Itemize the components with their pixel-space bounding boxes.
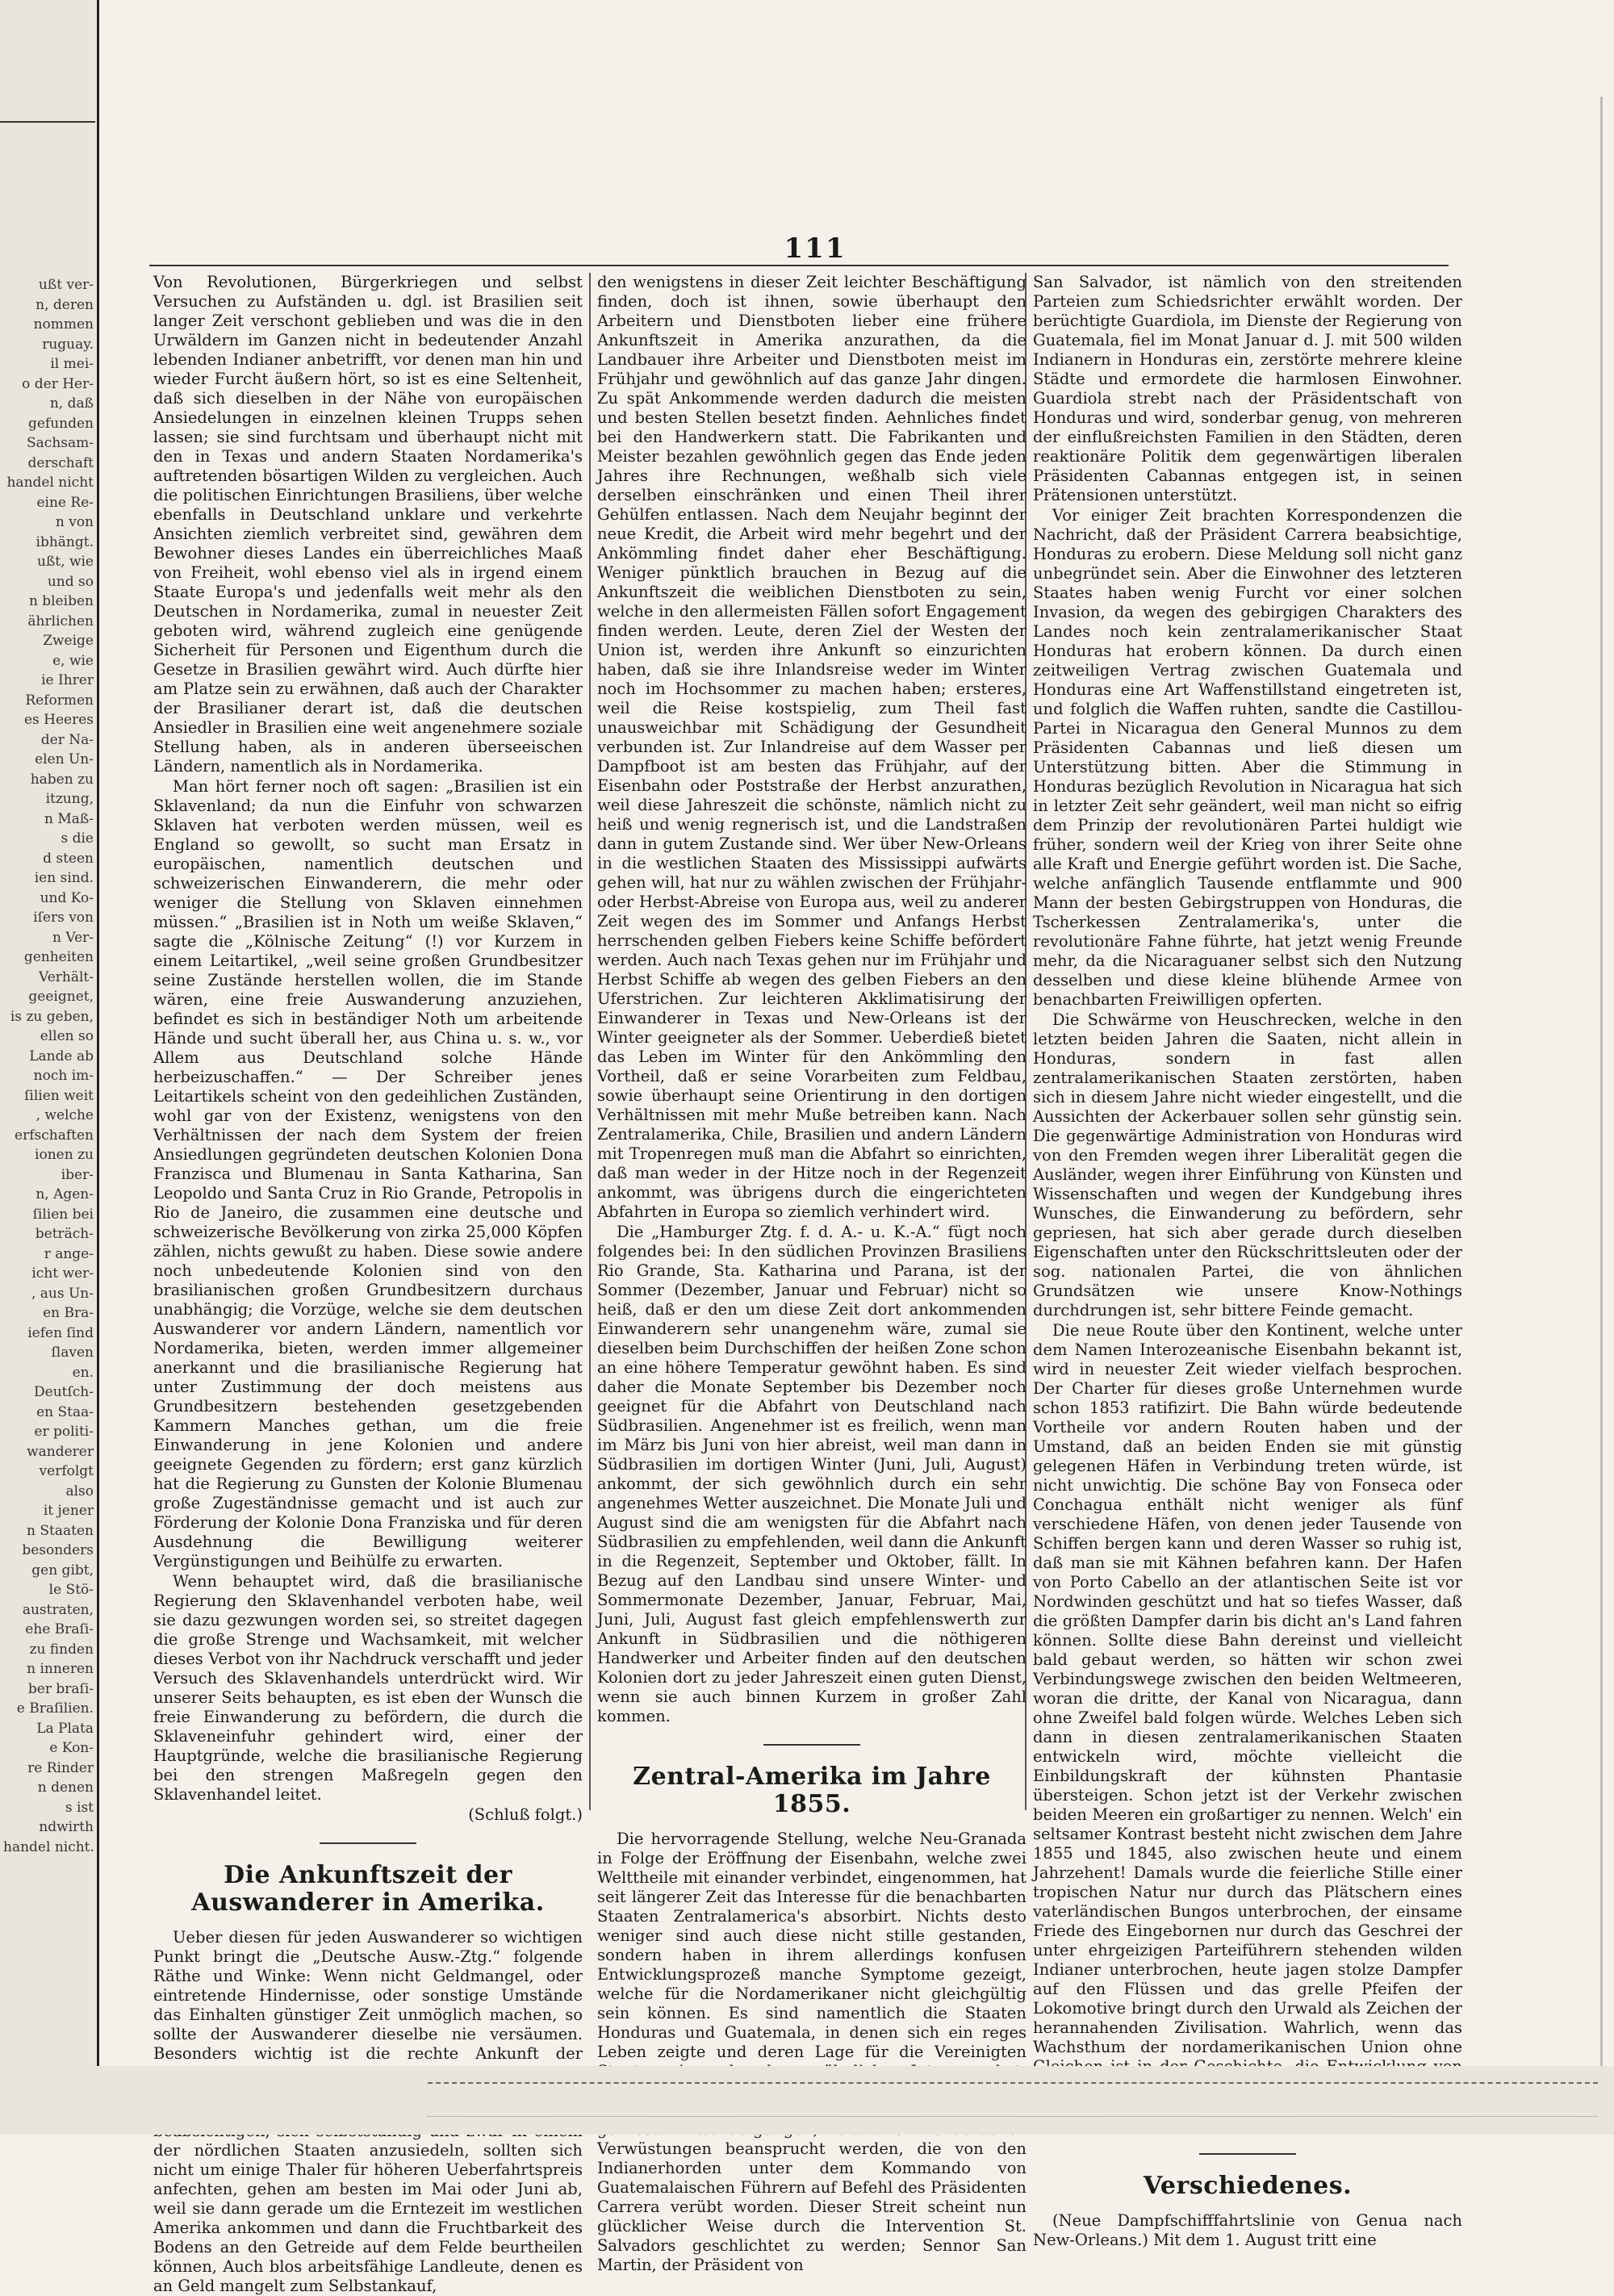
previous-page-rule — [0, 121, 95, 123]
previous-page-line: n inneren — [27, 1661, 94, 1677]
section-rule — [763, 1744, 860, 1746]
paragraph: Man hört ferner noch oft sagen: „Brasilien ist ein Sklavenland; da nun die Einfuhr von schwarzen Sklaven hat verboten werden müssen, weil es England so gewollt, so sucht man Ersatz in europäischen, namentlich deutschen und schweizerischen Einwanderern, die mehr oder weniger die Stellung von Sklaven einnehmen müssen.“ „Brasilien ist in Noth um weiße Sklaven,“ sagte die „Kölnische Zeitung“ (!) vor Kurzem in einem Leitartikel, „weil seine großen Grundbesitzer seine Zustände herstellen wollen, die im Stande wären, eine freie Auswanderung anzuziehen, befindet es sich in beständiger Noth um arbeitende Hände und sucht überall her, aus China u. s. w., vor Allem aus Deutschland solche Hände herbeizuschaffen.“ — Der Schreiber jenes Leitartikels scheint von den gedeihlichen Zuständen, wohl gar von der Existenz, wenigstens von den Verhältnissen der nach dem System der freien Ansiedlungen gegründeten deutschen Kolonien Dona Franzisca und Blumenau in Santa Katharina, San Leopoldo und Santa Cruz in Rio Grande, Petropolis in Rio de Janeiro, die zusammen eine deutsche und schweizerische Bevölkerung von zirka 25,000 Köpfen zählen, nichts gewußt zu haben. Diese sowie andere noch unbedeutende Kolonien sind von den brasilianischen großen Grundbesitzern durchaus unabhängig; die Vorzüge, welche sie dem deutschen Auswanderer vor andern Ländern, namentlich vor Nordamerika, bieten, werden immer allgemeiner anerkannt und die brasilianische Regierung hat unter Zustimmung der doch meistens aus Grundbesitzern bestehenden gesetzgebenden Kammern Manches gethan, um die freie Einwanderung in jene Kolonien und andere geeignete Gegenden zu fördern; erst ganz kürzlich hat die Regierung zu Gunsten der Kolonie Blumenau große Zugeständnisse gemacht und ist auch zur Förderung der Kolonie Dona Franziska und für deren Ausdehnung die Bewilligung weiterer Vergünstigungen und Beihülfe zu erwarten. — [153, 777, 583, 1570]
previous-page-line: n, Agen- — [36, 1186, 94, 1202]
previous-page-line: eine Re- — [36, 494, 94, 511]
paragraph: Die „Hamburger Ztg. f. d. A.- u. K.-A.“ fügt noch folgendes bei: In den südlichen Provinzen Brasiliens Rio Grande, Sta. Katharina und Parana, ist der Sommer (Dezember, Januar und Februar) nicht so heiß, daß er den um diese Zeit dort ankommenden Einwanderern sehr unangenehm wäre, zumal sie dieselben beim Durchschiffen der heißen Zone schon an eine höhere Temperatur gewöhnt haben. Es sind daher die Monate September bis Dezember noch geeignet für die Abfahrt von Deutschland nach Südbrasilien. Angenehmer ist es freilich, wenn man im März bis Juni von hier abreist, weil man dann in Südbrasilien im dortigen Winter (Juni, Juli, August) ankommt, der sich gewöhnlich durch ein sehr angenehmes Wetter auszeichnet. Die Monate Juli und August sind die am wenigsten für die Abfahrt nach Südbrasilien zu empfehlenden, weil dann die Ankunft in die Regenzeit, September und Oktober, fällt. In Bezug auf den Landbau sind unsere Winter- und Sommermonate Dezember, Januar, Februar, Mai, Juni, Juli, August fast gleich empfehlenswerth zur Ankunft in Südbrasilien und die nöthigeren Handwerker und Arbeiter finden auf den deutschen Kolonien dort zu jeder Jahreszeit einen guten Dienst, wenn sie auch binnen Kurzem in großer Zahl kommen. — [597, 1223, 1027, 1725]
previous-page-line: elen Un- — [35, 751, 94, 767]
previous-page-line: s die — [61, 830, 94, 847]
article-headline: Die Ankunftszeit der Auswanderer in Amerika. — [191, 1861, 545, 1917]
column-2 — [597, 273, 1027, 2274]
previous-page-line: ellen so — [40, 1028, 94, 1044]
previous-page-line: d steen — [43, 850, 94, 867]
previous-page-line: ionen zu — [35, 1147, 94, 1163]
paragraph: San Salvador, ist nämlich von den streitenden Parteien zum Schiedsrichter erwählt worden. Der berüchtigte Guardiola, im Dienste der Regierung von Guatemala, fiel im Monat Januar d. J. mit 500 wilden Indianern in Honduras ein, zerstörte mehrere kleine Städte und ermordete die harmlosen Einwohner. Guardiola strebt nach der Präsidentschaft von Honduras und wird, sonderbar genug, von mehreren der einflußreichsten Familien in den Städten, deren reaktionäre Politik dem gegenwärtigen liberalen Präsidenten Cabannas entgegen ist, in seinen Prätensionen unterstützt. — [1033, 273, 1462, 504]
previous-page-line: geeignet, — [28, 989, 94, 1005]
previous-page-line: it jener — [43, 1503, 94, 1519]
previous-page-line: und Ko- — [40, 889, 94, 906]
previous-page-line: iber- — [61, 1166, 94, 1183]
previous-page-line: Sachsam- — [27, 435, 94, 451]
previous-page-line: s ist — [65, 1799, 94, 1816]
column-divider — [589, 273, 591, 1810]
previous-page-line: austraten, — [22, 1601, 94, 1618]
paragraph: den wenigstens in dieser Zeit leichter Beschäftigung finden, doch ist ihnen, sowie überhaupt den Arbeitern und Dienstboten lieber eine frühere Ankunftszeit in Amerika anzurathen, da die Landbauer ihre Arbeiter und Dienstboten meist im Frühjahr und gewöhnlich auf das ganze Jahr dingen. Zu spät Ankommende werden dadurch die meisten und besten Stellen besetzt finden. Aehnliches findet bei den Handwerkern statt. Die Fabrikanten und Meister bezahlen gewöhnlich gegen das Ende jeden Jahres ihre Rechnungen, weßhalb sich viele derselben einschränken und einen Theil ihrer Gehülfen entlassen. Nach dem Neujahr beginnt der neue Kredit, die Arbeit wird mehr begehrt und der Ankömmling findet daher eher Beschäftigung. Weniger pünktlich brauchen in Bezug auf die Ankunftszeit die weiblichen Dienstboten zu sein, welche in den allermeisten Fällen sofort Engagement finden werden. Leute, deren Ziel der Westen der Union ist, werden ihre Ankunft so einzurichten haben, daß sie ihre Inlandsreise weder im Winter noch im Hochsommer zu machen haben; ersteres, weil die Reise kostspielig, zum Theil fast unausweichbar mit Schädigung der Gesundheit verbunden ist. Zur Inlandreise auf dem Wasser per Dampfboot ist am besten das Frühjahr, auf der Eisenbahn oder Poststraße der Herbst anzurathen, weil diese Jahreszeit die schönste, nämlich nicht zu heiß und wenig regnerisch ist, und die Landstraßen dann in gutem Zustande sind. Wer über New-Orleans in die westlichen Staaten des Mississippi aufwärts gehen will, hat nur zu wählen zwischen der Frühjahr- oder Herbst-Abreise von Europa aus, weil zu anderer Zeit wegen des im Sommer und Anfangs Herbst herrschenden gelben Fiebers keine Schiffe befördert werden. Auch nach Texas gehen nur im Frühjahr und Herbst Schiffe ab wegen des gelben Fiebers an den Uferstrichen. Zur leichteren Akklimatisirung der Einwanderer in Texas und New-Orleans ist der Winter geeigneter als der Sommer. Ueberdieß bietet das Leben im Winter für den Ankömmling den Vortheil, daß er seine Vorarbeiten zum Feldbau, sowie überhaupt seine Orientirung in den dortigen Verhältnissen mit mehr Muße betreiben kann. Nach Zentralamerika, Chile, Brasilien und andern Ländern mit Tropenregen muß man die Abfahrt so einrichten, daß man weder in der Hitze noch in der Regenzeit ankommt, was übrigens durch die eingerichteten Abfahrten in Europa so ziemlich verhindert wird. — [597, 273, 1027, 1221]
previous-page-line: , aus Un- — [31, 1285, 94, 1302]
section-rule — [320, 1842, 416, 1844]
previous-page-line: La Plata — [36, 1720, 94, 1737]
previous-page-line: zu finden — [29, 1641, 94, 1658]
previous-page-line: n Staaten — [27, 1522, 94, 1539]
previous-page-line: n bleiben — [28, 593, 94, 609]
section-rule — [1199, 2153, 1296, 2155]
previous-page-line: ſlaven — [51, 1345, 94, 1361]
previous-page-line: le Stö- — [48, 1582, 94, 1598]
previous-page-line: gefunden — [27, 415, 94, 432]
previous-page-line: ndwirth — [39, 1819, 94, 1835]
previous-page-line: o der Her- — [22, 375, 94, 392]
previous-page-line: il mei- — [50, 356, 94, 372]
previous-page-line: nommen — [33, 316, 94, 332]
previous-page-line: ruguay. — [42, 336, 94, 353]
previous-page-line: haben zu — [30, 771, 94, 788]
previous-page-line: ien sind. — [34, 870, 94, 886]
previous-page-line: ſilien weit — [24, 1087, 94, 1104]
previous-page-line: n von — [55, 514, 94, 530]
continuation-note: (Schluß folgt.) — [468, 1805, 583, 1824]
previous-page-line: wanderer — [27, 1443, 94, 1460]
previous-page-line: iefen ſind — [27, 1324, 94, 1341]
previous-page-line: n Ver- — [52, 929, 94, 946]
previous-page-line: ibhängt. — [36, 533, 94, 550]
previous-page-line: en. — [72, 1364, 94, 1381]
previous-page-line: also — [65, 1483, 94, 1499]
previous-page-line: icht wer- — [31, 1265, 94, 1282]
previous-page-line: is zu geben, — [10, 1008, 94, 1025]
previous-page-line: r ange- — [44, 1245, 94, 1262]
previous-page-line: n Maß- — [44, 810, 94, 827]
page-edge-shadow — [1600, 97, 1603, 2082]
page-number: 111 — [784, 232, 847, 265]
previous-page-line: ußt, wie — [37, 554, 94, 570]
previous-page-line: handel nicht. — [3, 1838, 94, 1855]
previous-page-line: und so — [47, 573, 94, 590]
previous-page-line: e Braſilien. — [16, 1700, 94, 1717]
paragraph: Ueber diesen für jeden Auswanderer so wichtigen Punkt bringt die „Deutsche Ausw.-Ztg.“ folgende Räthe und Winke: Wenn nicht Geldmangel, oder eintretende Hindernisse, oder sonstige Umstände das Einhalten günstiger Zeit unmöglich machen, so sollte der Auswanderer dieselbe nie versäumen. Besonders wichtig ist die rechte Ankunft der der nördlichen Staaten anzusiedeln, sollten sich nicht um einige Thaler für höheren Ueberfahrtspreis anfechten, gehen am besten im Mai oder Juni ab, weil sie dann gerade um die Erntezeit im westlichen Amerika ankommen und dann die Fruchtbarkeit des Bodens an den Getreide auf dem Felde beurtheilen können, Auch blos arbeitsfähige Landleute, denen es an Geld mangelt zum Selbstankauf, — [153, 1928, 583, 2295]
previous-page-line: Verhält- — [39, 968, 94, 985]
previous-page-line: Zweige — [43, 633, 94, 649]
column-3 — [1033, 273, 1462, 2249]
previous-page-line: verfolgt — [39, 1463, 94, 1479]
previous-page-line: n, daß — [49, 395, 94, 412]
previous-page-line: ehe Braſi- — [25, 1621, 94, 1637]
previous-page-line: besonders — [22, 1542, 94, 1558]
previous-page-line: , welche — [36, 1107, 94, 1123]
article-headline: Zentral-Amerika im Jahre 1855. — [633, 1763, 991, 1818]
previous-page-line: ber braſi- — [27, 1680, 94, 1697]
paragraph: Wenn behauptet wird, daß die brasilianische Regierung den Sklavenhandel verboten habe, weil sie dazu gezwungen worden sei, so streitet dagegen die große Strenge und Wachsamkeit, mit welcher dieses Verbot von ihr Nachdruck verschafft und jeder Versuch des Sklavenhandels unterdrückt wird. Wir unserer Seits behaupten, es ist eben der Wunsch die freie Einwanderung zu befördern, die durch die Sklaveneinfuhr gehindert wird, einer der Hauptgründe, welche die brasilianische Regierung bei den strengen Maßregeln gegen den Sklavenhandel leitet. — [153, 1572, 583, 1804]
previous-page-line: e Kon- — [49, 1740, 94, 1756]
paragraph: Von Revolutionen, Bürgerkriegen und selbst Versuchen zu Aufständen u. dgl. ist Brasilien seit langer Zeit verschont geblieben und was die in den Urwäldern im Ganzen nicht in bedeutender Anzahl lebenden Indianer anbetrifft, vor denen man hin und wieder Furcht äußern hört, so ist es eine Seltenheit, daß sich dieselben in der Nähe von europäischen Ansiedelungen in einzelnen kleinen Trupps sehen lassen; sie sind furchtsam und überhaupt nicht mit den in Texas und andern Staaten Nordamerika's auftretenden bösartigen Wilden zu vergleichen. Auch die politischen Einrichtungen Brasiliens, über welche ebenfalls in Deutschland unklare und verkehrte Ansichten ziemlich verbreitet sind, gewähren dem Bewohner dieses Landes ein überreichliches Maaß von Freiheit, wohl ebenso viel als in irgend einem Staate Europa's und jedenfalls weit mehr als den Deutschen in Nordamerika, zumal in neuester Zeit geboten wird, während zugleich eine genügende Sicherheit für Personen und Eigenthum durch die Gesetze in Brasilien gewährt wird. Auch dürfte hier am Platze sein zu erwähnen, daß auch der Charakter der Brasilianer derart ist, daß die deutschen Ansiedler in Brasilien eine weit angenehmere soziale Stellung haben, als in anderen überseeischen Ländern, namentlich als in Nordamerika. — [153, 273, 583, 776]
previous-page-line: n, deren — [36, 296, 94, 313]
previous-page-line: ſilien bei — [32, 1206, 94, 1223]
bottom-ornament — [428, 2082, 1598, 2117]
bottom-margin — [97, 2066, 1614, 2135]
previous-page-line: beträch- — [35, 1226, 94, 1242]
previous-page-line: er politi- — [34, 1424, 94, 1440]
previous-page-edge — [0, 0, 99, 2135]
paragraph: Die hervorragende Stellung, welche Neu-Granada in Folge der Eröffnung der Eisenbahn, welche zwei Welttheile mit einander verbindet, eingenommen, hat seit längerer Zeit das Interesse für die benachbarten Staaten Zentralamerica's absorbirt. Nichts desto weniger sind auch diese nicht stille gestanden, sondern haben in ihrem allerdings konfusen Entwicklungsprozeß manche Symptome gezeigt, welche für die Nordamerikaner nicht gleichgültig sein können. Es sind namentlich die Staaten Honduras und Guatemala, in denen sich ein reges Leben zeigte und deren Lage für die Vereinigten Verwüstungen beansprucht werden, die von den Indianerhorden unter dem Kommando von Guatemalaischen Führern auf Befehl des Präsidenten Carrera verübt worden. Dieser Streit scheint nun glücklicher Weise durch die Intervention St. Salvadors geschlichtet zu werden; Sennor San Martin, der Präsident von — [597, 1830, 1027, 2274]
previous-page-line: ie Ihrer — [41, 672, 94, 688]
previous-page-line: e, wie — [52, 652, 94, 669]
previous-page-line: Reformen — [25, 692, 94, 709]
previous-page-line: noch im- — [33, 1068, 94, 1084]
previous-page-line: re Rinder — [27, 1759, 94, 1776]
previous-page-line: ußt ver- — [38, 277, 94, 293]
previous-page-line: der Na- — [40, 731, 94, 748]
previous-page-line: itzung, — [45, 791, 94, 807]
paragraph: Vor einiger Zeit brachten Korrespondenzen die Nachricht, daß der Präsident Carrera beabsichtige, Honduras zu erobern. Diese Meldung soll nicht ganz unbegründet sein. Aber die Einwohner des letzteren Staates haben wenig Furcht vor einer solchen Invasion, da wegen des gebirgigen Charakters des Landes noch kein zentralamerikanischer Staat Honduras hat erobern können. Da durch einen zeitweiligen Vertrag zwischen Guatemala und Honduras eine Art Waffenstillstand eingetreten ist, und folglich die Waffen ruhten, sandte die Castillou-Partei in Nicaragua den General Munnos zu dem Präsidenten Cabannas und ließ diesen um Unterstützung bitten. Aber die Stimmung in Honduras bezüglich Revolution in Nicaragua hat sich in letzter Zeit sehr geändert, weil man nicht so eifrig dem Prinzip der revolutionären Partei huldigt wie früher, sondern weil der Krieg von ihrer Seite ohne alle Kraft und Energie geführt worden ist. Die Sache, welche anfänglich Tausende entflammte und 900 Mann der besten Gebirgstruppen von Honduras, die Tscherkessen Zentralamerika's, unter die revolutionäre Fahne führte, hat jetzt wenig Freunde mehr, da die Nicaraguaner selbst sich den Nutzung desselben und diese kleine blühende Armee von benachbarten Freiwilligen opferten. — [1033, 506, 1462, 1009]
previous-page-line: Lande ab — [29, 1048, 94, 1064]
previous-page-line: gen gibt, — [31, 1562, 94, 1579]
paragraph: Die Schwärme von Heuschrecken, welche in den letzten beiden Jahren die Saaten, nicht allein in Honduras, sondern in fast allen zentralamerikanischen Staaten zerstörten, haben sich in diesem Jahre nicht wieder eingestellt, und die Aussichten der Ackerbauer sollen sehr günstig sein. Die gegenwärtige Administration von Honduras wird von den Fremden wegen ihrer Liberalität gegen die Ausländer, wegen ihrer Einführung von Künsten und Wissenschaften und wegen der Kundgebung ihres Wunsches, die Einwanderung zu befördern, sehr gepriesen, hat sich aber gerade durch dieselben Eigenschaften unter den Rückschrittsleuten oder der sog. nationalen Partei, die von ähnlichen Grundsätzen wie unsere Know-Nothings durchdrungen ist, sehr bittere Feinde gemacht. — [1033, 1010, 1462, 1319]
previous-page-line: en Staa- — [36, 1403, 94, 1420]
previous-page-line: handel nicht — [6, 475, 94, 491]
column-1 — [153, 273, 583, 2295]
previous-page-line: iſers von — [33, 910, 94, 926]
previous-page-line: es Heeres — [23, 712, 94, 728]
previous-page-line: ährlichen — [27, 613, 94, 629]
previous-page-line: derschaft — [27, 454, 94, 471]
article-headline: Verschiedenes. — [1143, 2172, 1353, 2200]
previous-page-line: erfschaften — [15, 1127, 94, 1144]
previous-page-line: en Bra- — [43, 1305, 94, 1321]
previous-page-line: genheiten — [23, 949, 94, 965]
paragraph: Die neue Route über den Kontinent, welche unter dem Namen Interozeanische Eisenbahn bekannt ist, wird in neuester Zeit wieder vielfach besprochen. Der Charter für dieses große Unternehmen wurde schon 1853 ratifizirt. Die Bahn würde bedeutende Vortheile vor andern Routen haben und der Umstand, daß an beiden Enden sie mit günstig gelegenen Häfen in Verbindung treten würde, ist nicht unwichtig. Die schöne Bay von Fonseca oder Conchagua enthält nicht weniger als fünf verschiedene Häfen, von denen jeder Tausende von Schiffen bergen kann und deren Wasser so ruhig ist, daß man sie mit Kähnen befahren kann. Der Hafen von Porto Cabello an der atlantischen Seite ist vor Nordwinden geschützt und hat so tiefes Wasser, daß die größten Dampfer darin bis dicht an's Land fahren können. Sollte diese Bahn dereinst und vielleicht bald gebaut werden, so hätten wir schon zwei Verbindungswege zwischen den beiden Weltmeeren, woran die dritte, der Kanal von Nicaragua, dann ohne Zweifel bald folgen würde. Welches Leben sich dann in diesen zentralamerikanischen Staaten entwickeln wird, möchte vielleicht die Einbildungskraft der kühnsten Phantasie übersteigen. Schon jetzt ist der Verkehr zwischen beiden Meeren ein großartiger zu nennen. Welch' ein seltsamer Kontrast besteht nicht zwischen dem Jahre 1855 und 1845, also zwischen heute und einem Jahrzehent! Damals wurde die feierliche Stille einer tropischen Natur nur durch das Plätschern eines vaterländischen Bungos unterbrochen, der einsame Friede des Eingebornen nur durch das Geschrei der unter ehrgeizigen Parteiführern stehenden wilden Indianer unterbrochen, heute jagen stolze Dampfer auf den Flüssen und das grelle Pfeifen der Lokomotive bringt durch den Urwald als Zeichen der herannahenden Zivilisation. Wahrlich, wenn das Wachsthum der nordamerikanischen Union ohne — [1033, 1321, 1462, 2056]
header-rule — [149, 265, 1449, 266]
previous-page-line: n denen — [37, 1780, 94, 1796]
previous-page-line: Deutſch- — [34, 1384, 94, 1400]
paragraph: (Neue Dampfschifffahrtslinie von Genua nach New-Orleans.) Mit dem 1. August tritt eine — [1033, 2211, 1462, 2249]
